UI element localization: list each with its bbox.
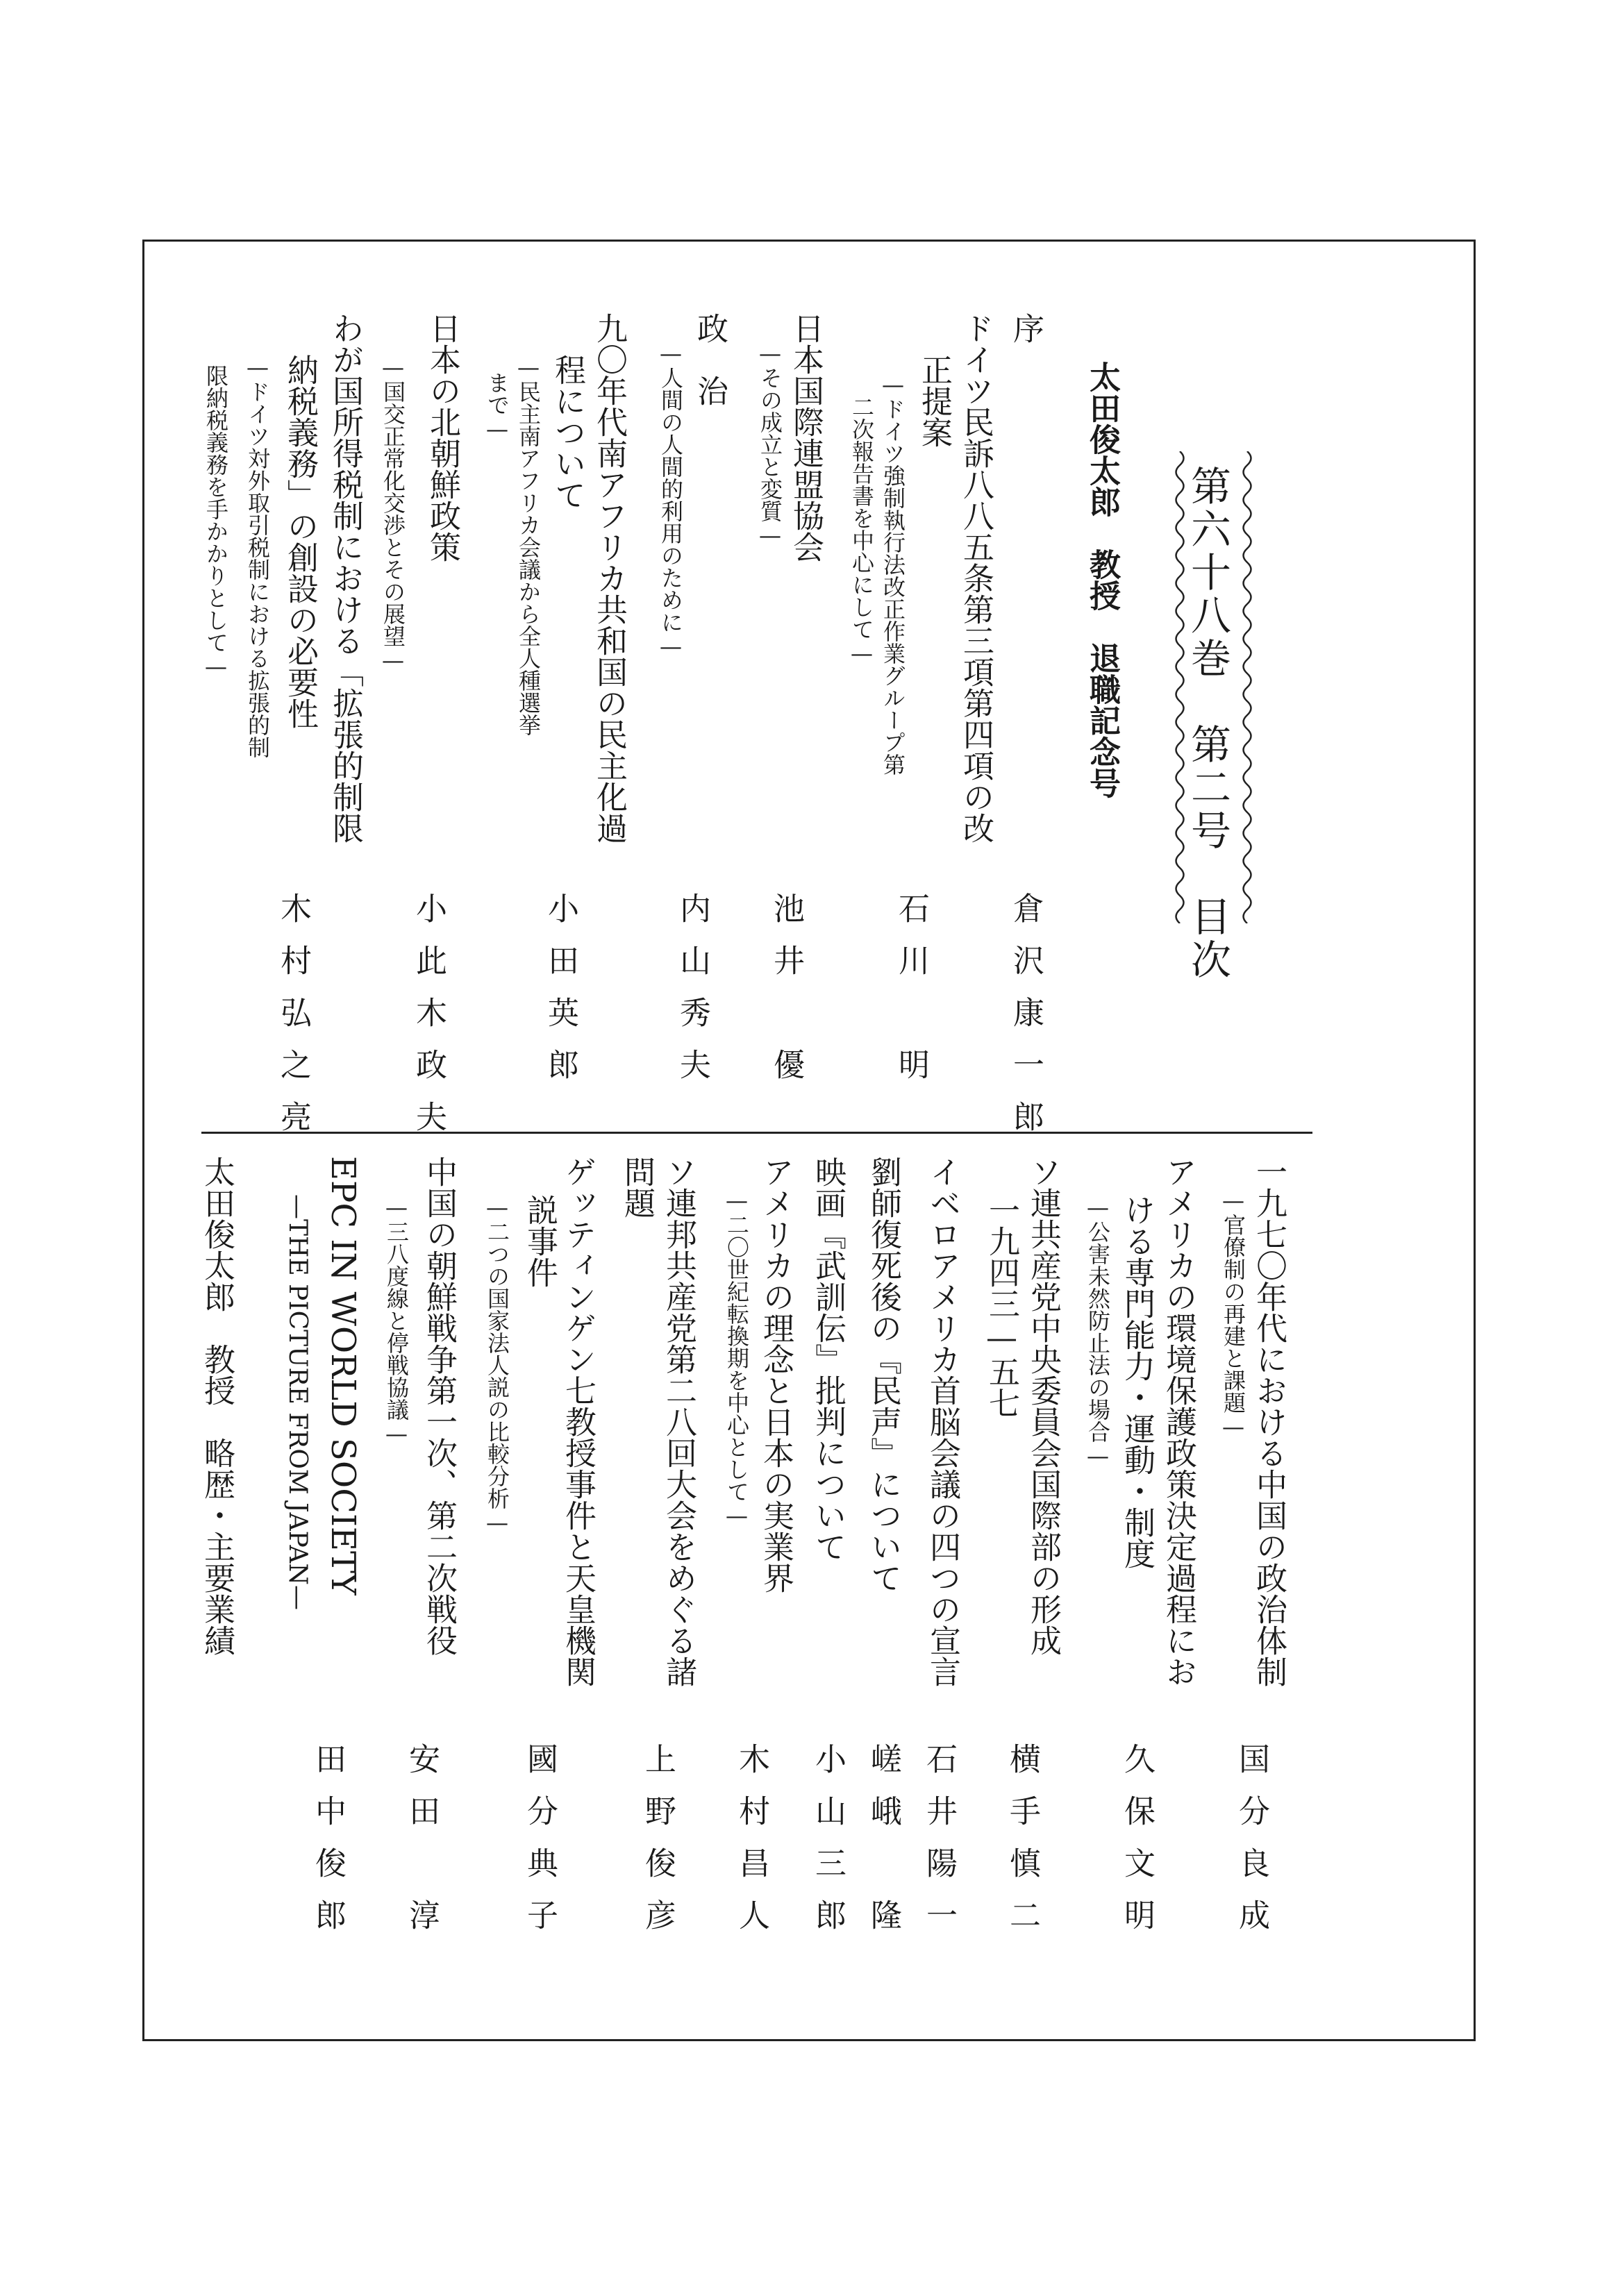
toc-title: 序	[1008, 312, 1044, 344]
section-divider	[201, 1132, 1312, 1134]
toc-author: 内山秀夫	[674, 892, 711, 1100]
toc-title-latin: EPC IN WORLD SOCIETY	[324, 1156, 362, 1595]
toc-title: ゲッティンゲン七教授事件と天皇機関	[560, 1156, 597, 1687]
toc-author: 田中俊郎	[310, 1743, 347, 1951]
toc-author: 池井 優	[768, 892, 805, 1100]
toc-subtitle: —その成立と変質—	[757, 340, 783, 548]
toc-author: 安田 淳	[403, 1743, 440, 1951]
toc-title: 日本国際連盟協会	[787, 312, 824, 562]
toc-author: 石井陽一	[921, 1743, 958, 1951]
toc-subtitle: —人間の人間的利用のために—	[658, 340, 684, 660]
toc-author: 小田英郎	[542, 892, 579, 1100]
toc-author: 上野俊彦	[640, 1743, 676, 1951]
toc-title: ソ連邦共産党第二八回大会をめぐる諸	[660, 1156, 697, 1687]
toc-subtitle: —ドイツ強制執行法改正作業グループ第	[880, 371, 906, 776]
toc-subtitle: —三八度線と停戦協議—	[383, 1194, 410, 1447]
toc-author: 小此木政夫	[410, 892, 447, 1153]
toc-title: 問題	[619, 1156, 656, 1218]
toc-title: 太田俊太郎 教授 略歴・主要業績	[199, 1156, 235, 1656]
wavy-border-right	[1240, 451, 1255, 923]
toc-subtitle: —官僚制の再建と課題—	[1220, 1187, 1246, 1440]
toc-title: 日本の北朝鮮政策	[424, 312, 461, 562]
toc-author: 石川 明	[893, 892, 930, 1100]
toc-author: 木村弘之亮	[275, 892, 312, 1153]
toc-title: アメリカの環境保護政策決定過程にお	[1160, 1156, 1197, 1687]
toc-subtitle: —民主南アフリカ会議から全人種選挙	[515, 354, 542, 736]
toc-author: 久保文明	[1119, 1743, 1156, 1951]
toc-title: イベロアメリカ首脳会議の四つの宣言	[924, 1156, 961, 1687]
toc-subtitle: —二つの国家法人説の比較分析—	[484, 1194, 510, 1536]
toc-title: 九〇年代南アフリカ共和国の民主化過	[591, 312, 628, 844]
toc-subtitle: まで—	[484, 371, 510, 442]
toc-title: 程について	[549, 354, 586, 510]
toc-subtitle: —公害未然防止法の場合—	[1085, 1194, 1111, 1469]
toc-author: 小山三郎	[810, 1743, 846, 1951]
toc-author: 横手慎二	[1004, 1743, 1041, 1951]
toc-title: 映画『武訓伝』批判について	[810, 1156, 846, 1562]
toc-subtitle: —二〇世紀転換期を中心として—	[724, 1187, 750, 1529]
toc-title: ける専門能力・運動・制度	[1119, 1194, 1156, 1569]
toc-title: 政 治	[692, 312, 728, 406]
toc-author: 倉沢康一郎	[1008, 892, 1044, 1153]
volume-title: 第六十八巻 第二号 目次	[1184, 465, 1231, 982]
toc-title: 一九七〇年代における中国の政治体制	[1251, 1156, 1287, 1687]
toc-title: 劉師復死後の『民声』について	[865, 1156, 902, 1593]
toc-author: 國分典子	[522, 1743, 558, 1951]
toc-author: 木村昌人	[733, 1743, 770, 1951]
toc-title: わが国所得税制における「拡張的制限	[327, 312, 364, 844]
toc-title: 納税義務」の創設の必要性	[282, 354, 319, 729]
toc-title: 説事件	[522, 1194, 558, 1288]
toc-author: 嵯峨 隆	[865, 1743, 902, 1951]
toc-title: 中国の朝鮮戦争第一次、第二次戦役	[421, 1156, 458, 1656]
toc-subtitle: 限納税義務を手かかりとして—	[203, 364, 229, 680]
toc-author: 国分良成	[1233, 1743, 1270, 1951]
toc-title: 正提案	[916, 354, 953, 448]
special-issue-title: 太田俊太郎 教授 退職記念号	[1084, 361, 1121, 798]
toc-title: ソ連共産党中央委員会国際部の形成	[1025, 1156, 1062, 1656]
toc-subtitle: —国交正常化交渉とその展望—	[380, 354, 406, 673]
toc-subtitle: 二次報告書を中心にして—	[849, 396, 875, 667]
toc-title: 一九四三—五七	[983, 1194, 1020, 1418]
toc-title: ドイツ民訴八八五条第三項第四項の改	[958, 312, 994, 844]
toc-subtitle: —ドイツ対外取引税制における拡張的制	[244, 354, 271, 758]
toc-title: アメリカの理念と日本の実業界	[758, 1156, 794, 1593]
toc-subtitle-latin: —THE PICTURE FROM JAPAN—	[283, 1194, 312, 1611]
